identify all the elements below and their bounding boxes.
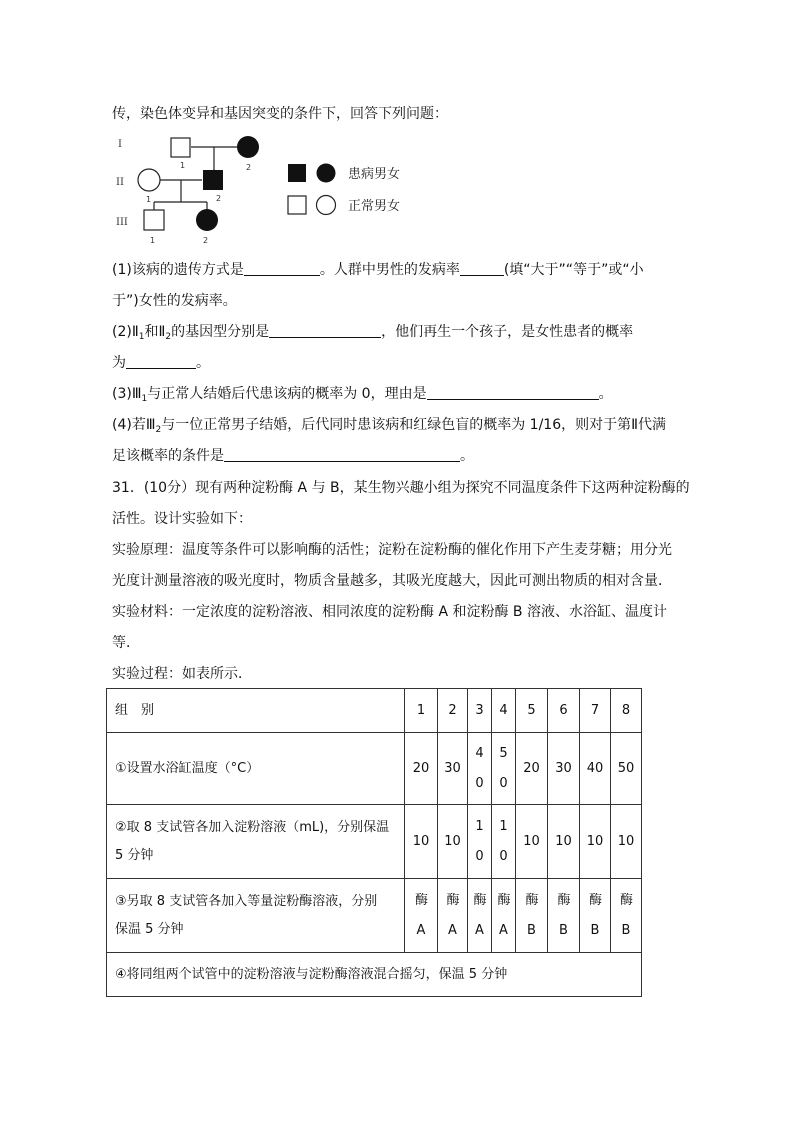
row-label: ②取 8 支试管各加入淀粉溶液（mL)，分别保温 5 分钟 [107, 805, 405, 879]
value-cell [468, 879, 492, 953]
cell-text-line: 30 [444, 761, 461, 776]
legend-normal-male-icon [288, 196, 306, 214]
value-cell [611, 879, 642, 953]
value-cell [438, 805, 468, 879]
cell-text-line: 酶 [473, 892, 487, 908]
cell-text-line: 20 [412, 761, 430, 776]
cell-text-line: 0 [499, 848, 508, 864]
cell-text-line: 0 [475, 775, 484, 791]
gen-I-label: I [118, 139, 122, 150]
cell-text-line: A [475, 922, 484, 938]
group-cell: 2 [438, 689, 468, 733]
group-cell: 3 [468, 689, 492, 733]
cell-text-line: 10 [555, 834, 572, 849]
gen-III-label: III [116, 217, 128, 228]
q2-line1: $(2)Ⅱ_1$和$Ⅱ_2$的基因型分别是 ，他们再生一个孩子，是女性患者的概率 [112, 324, 634, 342]
I-2-affected-female [237, 136, 259, 158]
q31-line1: 31．(10分）现有两种淀粉酶 A 与 B，某生物兴趣小组为探究不同温度条件下这两种淀粉酶的 [112, 480, 690, 496]
q4-blank[interactable] [224, 446, 460, 462]
q2-line2: 为 。 [112, 355, 210, 371]
value-cell [548, 733, 580, 805]
q31-principle-1: 实验原理：温度等条件可以影响酶的活性；淀粉在淀粉酶的催化作用下产生麦芽糖；用分光 [112, 542, 672, 558]
value-cell [405, 733, 438, 805]
value-cell [611, 805, 642, 879]
group-cell: 6 [548, 689, 580, 733]
legend-affected-male-icon [288, 164, 306, 182]
q31-materials-1: 实验材料：一定浓度的淀粉溶液、相同浓度的淀粉酶 A 和淀粉酶 B 溶液、水浴缸、温度计 [112, 604, 667, 620]
cell-text-line: 10 [523, 834, 540, 849]
cell-text-line: 10 [412, 834, 430, 849]
value-cell [405, 805, 438, 879]
value-cell [548, 879, 580, 953]
cell-text-line: B [621, 922, 631, 938]
table-row-header [107, 689, 642, 733]
value-cell [580, 733, 611, 805]
q31-materials-2: 等． [112, 635, 140, 651]
cell-text-line: 10 [444, 834, 461, 849]
value-cell [516, 805, 548, 879]
III-2-number: 2 [203, 236, 209, 245]
legend-normal-text: 正常男女 [348, 199, 401, 214]
II-1-normal-female [138, 169, 160, 191]
value-cell [548, 805, 580, 879]
cell-text-line: 酶 [589, 892, 603, 908]
q1-line2: 于”)女性的发病率。 [112, 293, 237, 309]
row-label: ④将同组两个试管中的淀粉溶液与淀粉酶溶液混合摇匀，保温 5 分钟 [107, 953, 642, 997]
value-cell [468, 805, 492, 879]
experiment-table [106, 688, 642, 997]
value-cell [492, 879, 516, 953]
cell-text-line: 0 [475, 848, 484, 864]
legend-normal-female-icon [317, 196, 336, 215]
cell-text-line: 4 [475, 745, 484, 761]
group-cell: 8 [611, 689, 642, 733]
value-cell [516, 733, 548, 805]
cell-text-line: 酶 [620, 892, 634, 908]
cell-text-line: 酶 [497, 892, 511, 908]
cell-text-line: B [559, 922, 568, 938]
value-cell [492, 733, 516, 805]
q2-blank-1[interactable] [269, 322, 381, 338]
value-cell [492, 805, 516, 879]
cell-text-line: 酶 [557, 892, 571, 908]
I-1-number: 1 [180, 161, 186, 170]
value-cell [611, 733, 642, 805]
II-1-number: 1 [146, 195, 152, 204]
q3-line: $(3)Ⅲ_1$与正常人结婚后代患该病的概率为 0，理由是 。 [112, 386, 613, 404]
q1-blank-1[interactable] [244, 260, 320, 276]
group-cell: 5 [516, 689, 548, 733]
cell-text-line: A [499, 922, 508, 938]
q31-procedure: 实验过程：如表所示． [112, 666, 252, 682]
gen-II-label: II [116, 177, 124, 188]
cell-text-line: 10 [617, 834, 635, 849]
row-label: ①设置水浴缸温度（°C） [107, 733, 405, 805]
cell-text-line: 5 [499, 745, 508, 761]
row-label: ③另取 8 支试管各加入等量淀粉酶溶液，分别 保温 5 分钟 [107, 879, 405, 953]
q4-line2: 足该概率的条件是 。 [112, 448, 474, 464]
table-row-temperature [107, 733, 642, 805]
cell-text-line: 0 [499, 775, 508, 791]
group-cell: 7 [580, 689, 611, 733]
group-cell: 1 [405, 689, 438, 733]
value-cell [405, 879, 438, 953]
header-label-cell: 组 别 [107, 689, 405, 733]
cell-text-line: 10 [586, 834, 604, 849]
legend-affected-female-icon [317, 164, 336, 183]
q3-blank[interactable] [427, 384, 599, 400]
table-row-starch [107, 805, 642, 879]
cell-text-line: 酶 [415, 892, 429, 908]
value-cell [438, 733, 468, 805]
II-2-number: 2 [216, 194, 222, 203]
cell-text-line: 30 [555, 761, 572, 776]
cell-text-line: A [448, 922, 457, 938]
cell-text-line: 酶 [446, 892, 460, 908]
value-cell [580, 879, 611, 953]
q4-line1: (4)若$Ⅲ_2$与一位正常男子结婚，后代同时患该病和红绿色盲的概率为 1/16，则对于第Ⅱ代满 [112, 417, 667, 435]
cell-text-line: 40 [586, 761, 604, 776]
value-cell [516, 879, 548, 953]
III-1-number: 1 [150, 236, 156, 245]
cell-text-line: A [416, 922, 426, 938]
table-row-mix [107, 953, 642, 997]
value-cell [580, 805, 611, 879]
q1-line1: (1)该病的遗传方式是 。人群中男性的发病率 (填“大于”“等于”或“小 [112, 262, 644, 278]
q1-blank-2[interactable] [460, 260, 504, 276]
table-row-enzyme [107, 879, 642, 953]
q31-line2: 活性。设计实验如下： [112, 511, 252, 527]
I-1-normal-male [171, 138, 190, 157]
cell-text-line: 酶 [525, 892, 539, 908]
value-cell [438, 879, 468, 953]
cell-text-line: 20 [523, 761, 540, 776]
legend-affected-text: 患病男女 [348, 167, 401, 182]
cell-text-line: B [590, 922, 600, 938]
I-2-number: 2 [246, 163, 252, 172]
q31-principle-2: 光度计测量溶液的吸光度时，物质含量越多，其吸光度越大，因此可测出物质的相对含量． [112, 573, 672, 589]
III-1-normal-male [144, 210, 164, 230]
cell-text-line: 1 [475, 818, 484, 834]
II-2-affected-male [203, 170, 223, 190]
III-2-affected-female [196, 209, 218, 231]
intro-text: 传，染色体变异和基因突变的条件下，回答下列问题： [112, 106, 448, 122]
pedigree-chart [112, 132, 412, 247]
cell-text-line: 1 [499, 818, 508, 834]
group-cell: 4 [492, 689, 516, 733]
value-cell [468, 733, 492, 805]
cell-text-line: 50 [617, 761, 635, 776]
cell-text-line: B [527, 922, 536, 938]
q2-blank-2[interactable] [126, 353, 196, 369]
